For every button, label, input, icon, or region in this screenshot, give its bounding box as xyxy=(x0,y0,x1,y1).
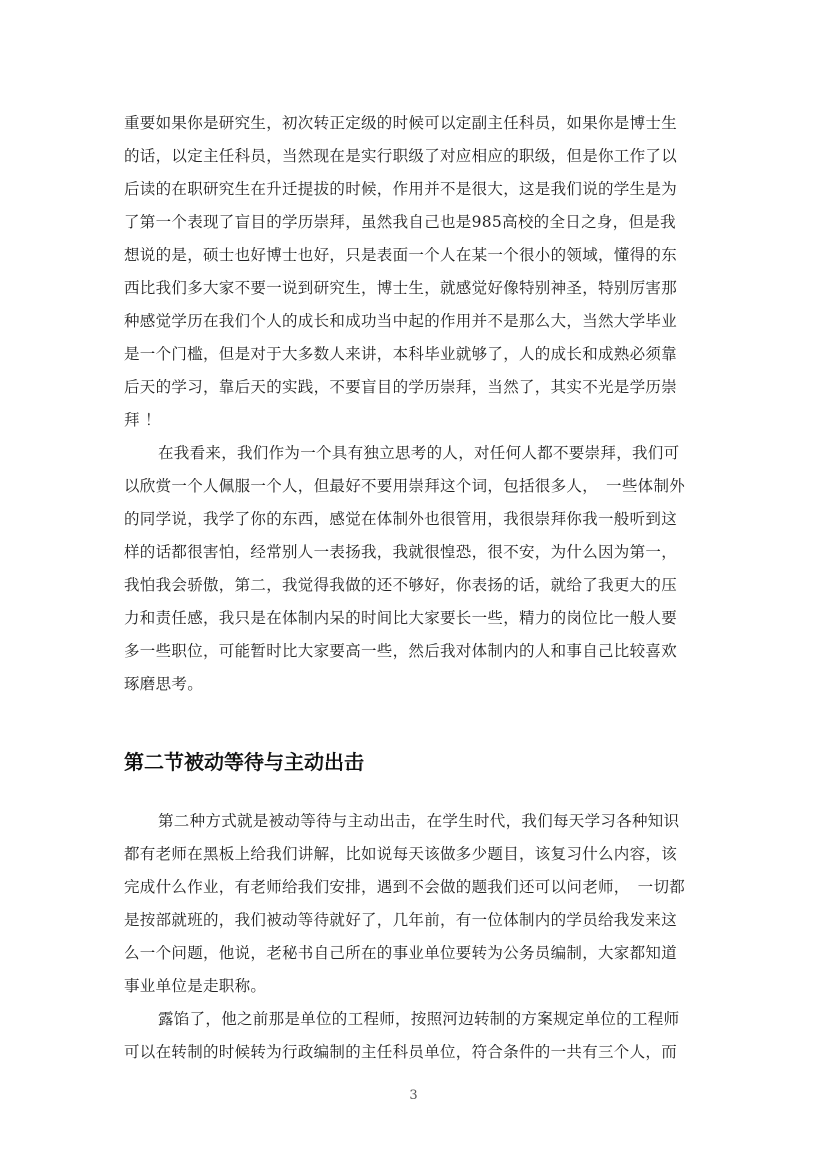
paragraph-line: 我怕我会骄傲，第二，我觉得我做的还不够好，你表扬的话，就给了我更大的压 xyxy=(124,576,678,594)
page-number: 3 xyxy=(409,1088,418,1103)
paragraph-line: 后读的在职研究生在升迁提拔的时候，作用并不是很大，这是我们说的学生是为 xyxy=(124,180,678,198)
paragraph-line: 西比我们多大家不要一说到研究生，博士生，就感觉好像特别神圣，特别厉害那 xyxy=(124,279,678,297)
paragraph-line: 么一个问题，他说，老秘书自己所在的事业单位要转为公务员编制，大家都知道 xyxy=(124,944,678,962)
paragraph-line: 拜 ！ xyxy=(124,411,161,429)
paragraph-line: 事业单位是走职称。 xyxy=(124,977,267,995)
paragraph-line: 是一个门槛，但是对于大多数人来讲，本科毕业就够了，人的成长和成熟必须靠 xyxy=(124,345,678,363)
paragraph-line: 的话，以定主任科员，当然现在是实行职级了对应相应的职级，但是你工作了以 xyxy=(124,147,678,165)
paragraph-line: 琢磨思考。 xyxy=(124,675,204,693)
paragraph-line: 样的话都很害怕，经常别人一表扬我，我就很惶恐，很不安，为什么因为第一， xyxy=(124,543,678,561)
paragraph-line: 在我看来，我们作为一个具有独立思考的人，对任何人都不要崇拜，我们可 xyxy=(158,444,680,462)
paragraph-line: 是按部就班的，我们被动等待就好了，几年前，有一位体制内的学员给我发来这 xyxy=(124,911,678,929)
paragraph-line: 以欣赏一个人佩服一个人，但最好不要用崇拜这个词，包括很多人， 一些体制外 xyxy=(124,477,686,495)
paragraph-line: 多一些职位，可能暂时比大家要高一些，然后我对体制内的人和事自己比较喜欢 xyxy=(124,642,678,660)
paragraph-line: 力和责任感，我只是在体制内呆的时间比大家要长一些，精力的岗位比一般人要 xyxy=(124,609,678,627)
paragraph-line: 可以在转制的时候转为行政编制的主任科员单位，符合条件的一共有三个人，而 xyxy=(124,1043,678,1061)
section-heading: 第二节被动等待与主动出击 xyxy=(124,750,364,774)
paragraph-line: 露馅了，他之前那是单位的工程师，按照河边转制的方案规定单位的工程师 xyxy=(158,1010,680,1028)
paragraph-line: 第二种方式就是被动等待与主动出击，在学生时代，我们每天学习各种知识 xyxy=(158,812,680,830)
paragraph-line: 后天的学习，靠后天的实践，不要盲目的学历崇拜，当然了，其实不光是学历崇 xyxy=(124,378,678,396)
paragraph-line: 都有老师在黑板上给我们讲解，比如说每天该做多少题目，该复习什么内容，该 xyxy=(124,845,678,863)
paragraph-line: 完成什么作业，有老师给我们安排，遇到不会做的题我们还可以问老师， 一切都 xyxy=(124,878,686,896)
paragraph-line: 的同学说，我学了你的东西，感觉在体制外也很管用，我很崇拜你我一般听到这 xyxy=(124,510,678,528)
paragraph-line: 了第一个表现了盲目的学历崇拜，虽然我自己也是985高校的全日之身，但是我 xyxy=(124,213,676,231)
paragraph-line: 想说的是，硕士也好博士也好，只是表面一个人在某一个很小的领域，懂得的东 xyxy=(124,246,678,264)
paragraph-line: 重要如果你是研究生，初次转正定级的时候可以定副主任科员，如果你是博士生 xyxy=(124,114,678,132)
paragraph-line: 种感觉学历在我们个人的成长和成功当中起的作用并不是那么大，当然大学毕业 xyxy=(124,312,678,330)
